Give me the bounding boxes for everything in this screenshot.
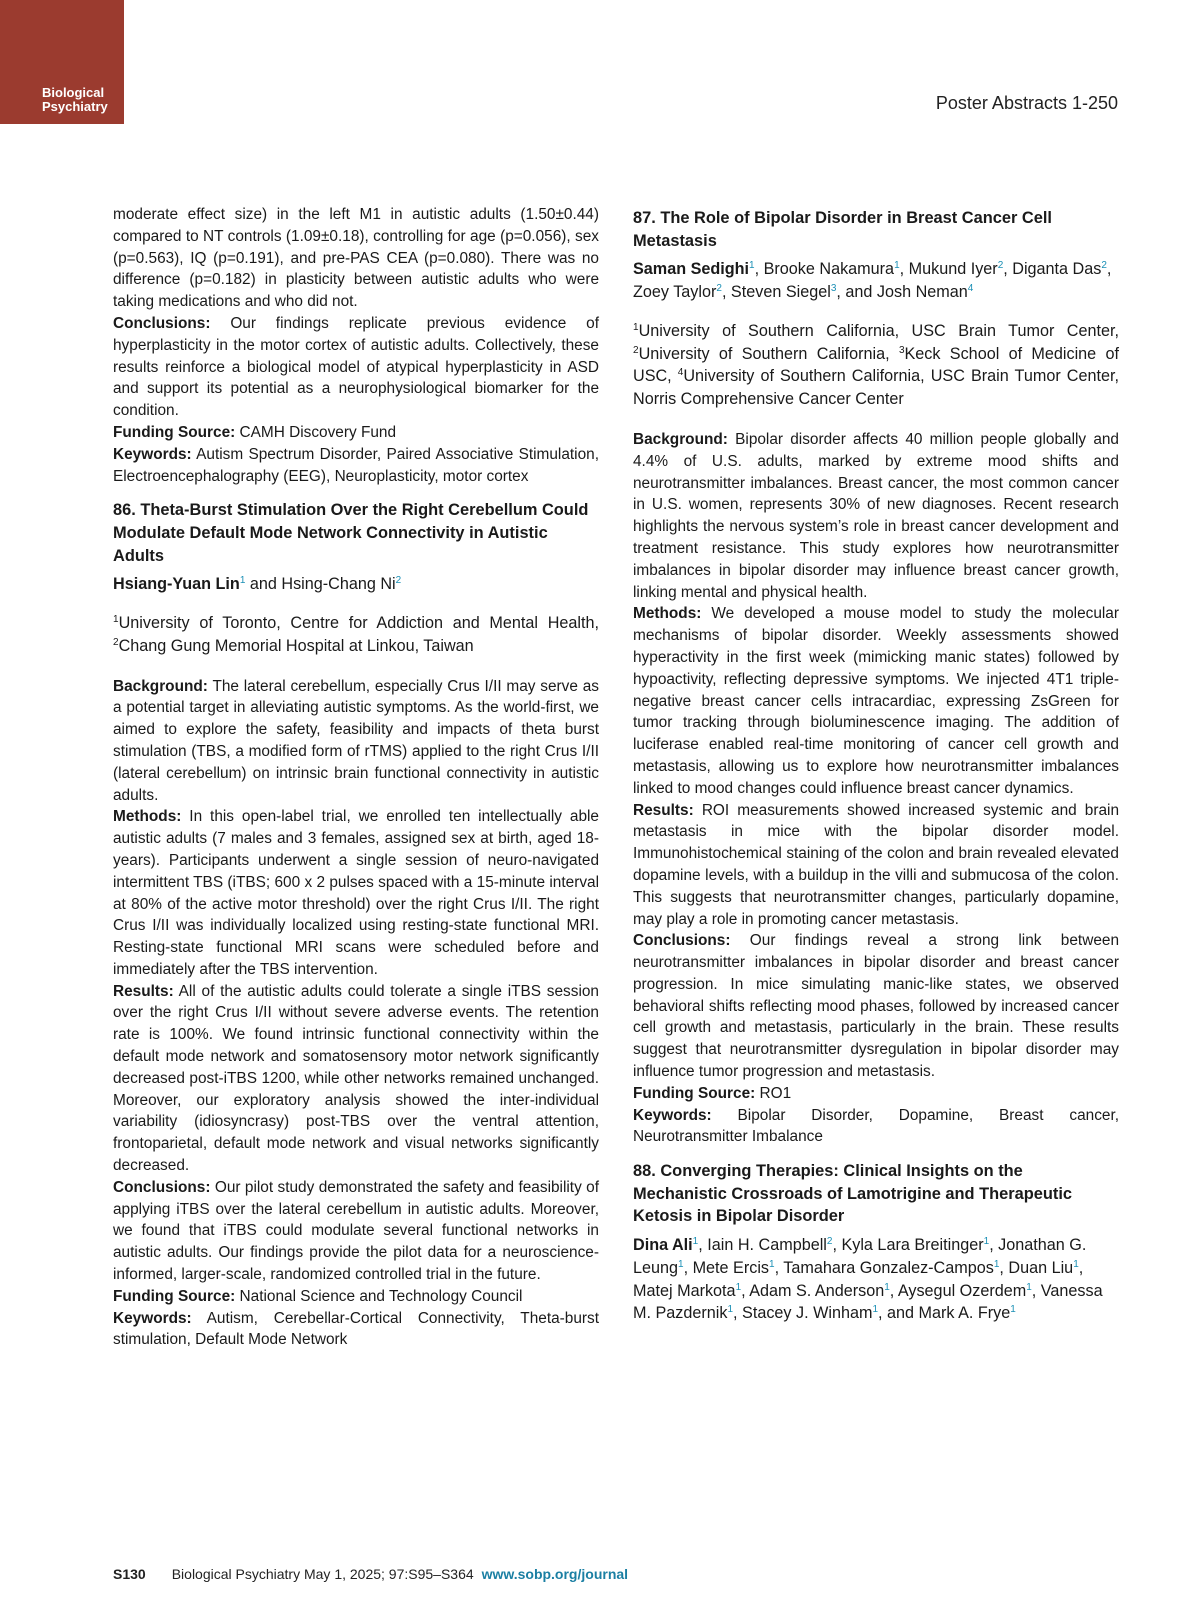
author-name: , and Josh Neman bbox=[836, 282, 968, 301]
affiliation-number: 3 bbox=[898, 344, 905, 356]
affiliation-link[interactable]: 1 bbox=[239, 575, 246, 587]
abstract85-keywords bbox=[113, 444, 599, 488]
section-text: We developed a mouse model to study the molecular mechanisms of bipolar disorder. Weekly assessments showed hyperactivity in the first week (mimicking manic states) followed by hypoactivity, reflecting depressive symptoms. We injected 4T1 triple-negative breast cancer cells intracardiac, expressing ZsGreen for tumor tracking through bioluminescence imaging. The addition of luciferase enabled real-time monitoring of cancer cell growth and metastasis, allowing us to explore how neurotransmitter imbalances linked to mood changes could influence breast cancer dynamics. bbox=[633, 605, 1119, 797]
affiliation-link[interactable]: 1 bbox=[735, 1281, 742, 1293]
affiliation-link[interactable]: 1 bbox=[769, 1258, 775, 1270]
section-text: Our findings replicate previous evidence of hyperplasticity in the motor cortex of autistic adults. Collectively, these results reinforce a biological model of atypical hyperplasticity in ASD and support its potential as a neurophysiological biomarker for the condition. bbox=[113, 314, 599, 420]
section-label: Methods: bbox=[633, 605, 702, 623]
section-text: Our findings reveal a strong link between neurotransmitter imbalances in bipolar disorder and breast cancer progression. In mice simulating manic-like states, we observed behavioral shifts reflecting mood phases, followed by increased cancer cell growth and metastasis, particularly in the brain. These results suggest that neurotransmitter dysregulation in bipolar disorder may influence tumor progression and metastasis. bbox=[633, 932, 1119, 1081]
affiliation-link[interactable]: 1 bbox=[727, 1304, 734, 1316]
author-name: , Tamahara Gonzalez-Campos bbox=[774, 1258, 994, 1277]
abstract87-conclusions bbox=[633, 930, 1119, 1083]
page-footer bbox=[113, 1566, 628, 1582]
section-text: The lateral cerebellum, especially Crus I/II may serve as a potential target in alleviating autistic symptoms. As the world-first, we aimed to explore the safety, feasibility and impacts of theta burst stimulation (TBS, a modified form of rTMS) applied to the right Crus I/II (lateral cerebellum) on intrinsic brain functional connectivity in autistic adults. bbox=[113, 677, 599, 804]
author-name: , Zoey Taylor bbox=[633, 260, 1112, 301]
journal-badge-line2: Psychiatry bbox=[42, 99, 108, 114]
author-name: Hsiang-Yuan Lin bbox=[113, 575, 240, 594]
abstract87-background bbox=[633, 429, 1119, 603]
author-name: Saman Sedighi bbox=[633, 260, 750, 279]
section-label: Keywords: bbox=[113, 1309, 192, 1327]
journal-link[interactable]: www.sobp.org/journal bbox=[481, 1566, 629, 1582]
affiliation-link[interactable]: 1 bbox=[993, 1258, 1000, 1270]
section-text: Our pilot study demonstrated the safety and feasibility of applying iTBS over the lateral cerebellum in autistic adults. Moreover, we found that iTBS could modulate several functional networks in autistic adults. Our findings provide the pilot data for a neuroscience-informed, larger-scale, randomized controlled trial in the future. bbox=[113, 1178, 599, 1284]
author-name: , Vanessa M. Pazdernik bbox=[633, 1281, 1103, 1323]
author-name: , Steven Siegel bbox=[721, 282, 831, 301]
section-text: Autism, Cerebellar-Cortical Connectivity, Theta-burst stimulation, Default Mode Network bbox=[113, 1309, 599, 1349]
section-text: Bipolar Disorder, Dopamine, Breast cancer, Neurotransmitter Imbalance bbox=[633, 1106, 1119, 1146]
affiliation-link[interactable]: 1 bbox=[983, 1236, 990, 1248]
abstract86-conclusions bbox=[113, 1177, 599, 1286]
affiliation-number: 1 bbox=[633, 321, 639, 333]
abstract86-keywords bbox=[113, 1308, 599, 1352]
section-label: Background: bbox=[633, 430, 728, 448]
section-text: National Science and Technology Council bbox=[235, 1287, 523, 1305]
affiliation-link[interactable]: 3 bbox=[830, 282, 837, 294]
affiliation-link[interactable]: 2 bbox=[826, 1236, 833, 1248]
affiliation-number: 2 bbox=[113, 636, 119, 648]
abstract87-affiliations bbox=[633, 320, 1119, 411]
affiliation-text: University of Toronto, Centre for Addiction and Mental Health, bbox=[118, 613, 599, 632]
abstract86-affiliations bbox=[113, 612, 599, 658]
journal-badge-line1: Biological bbox=[42, 85, 105, 100]
section-text: Autism Spectrum Disorder, Paired Associative Stimulation, Electroencephalography (EEG), Neuroplasticity, motor cortex bbox=[113, 445, 599, 485]
abstract88-title: 88. Converging Therapies: Clinical Insights on the Mechanistic Crossroads of Lamotrigine and Therapeutic Ketosis in Bipolar Disorder bbox=[633, 1162, 1072, 1226]
abstract86-background bbox=[113, 676, 599, 807]
abstract85-funding bbox=[113, 422, 599, 444]
affiliation-link[interactable]: 1 bbox=[1010, 1304, 1016, 1316]
affiliation-link[interactable]: 1 bbox=[894, 260, 900, 272]
author-name: , Iain H. Campbell bbox=[698, 1236, 827, 1255]
affiliation-number: 4 bbox=[677, 367, 684, 379]
affiliation-link[interactable]: 2 bbox=[1101, 260, 1107, 272]
abstract86-methods bbox=[113, 806, 599, 980]
abstract85-conclusions bbox=[113, 313, 599, 422]
abstract87-funding bbox=[633, 1083, 1119, 1105]
affiliation-link[interactable]: 2 bbox=[997, 260, 1004, 272]
right-column bbox=[633, 204, 1119, 1341]
section-label: Keywords: bbox=[113, 445, 192, 463]
abstract87-title: 87. The Role of Bipolar Disorder in Breast Cancer Cell Metastasis bbox=[633, 209, 1052, 250]
abstract87-authors bbox=[633, 258, 1119, 304]
affiliation-link[interactable]: 4 bbox=[967, 282, 974, 294]
section-label: Conclusions: bbox=[633, 932, 731, 950]
section-text: RO1 bbox=[755, 1084, 792, 1102]
running-head: Poster Abstracts 1-250 bbox=[935, 93, 1118, 113]
author-name: , Stacey J. Winham bbox=[733, 1304, 873, 1323]
abstract87-methods bbox=[633, 603, 1119, 799]
affiliation-number: 2 bbox=[633, 344, 639, 356]
affiliation-text: Chang Gung Memorial Hospital at Linkou, Taiwan bbox=[118, 636, 474, 655]
author-name: , Aysegul Ozerdem bbox=[889, 1281, 1027, 1300]
section-text: CAMH Discovery Fund bbox=[235, 423, 397, 441]
section-label: Methods: bbox=[113, 808, 182, 826]
affiliation-link[interactable]: 2 bbox=[716, 282, 722, 294]
citation: Biological Psychiatry May 1, 2025; 97:S95–S364 bbox=[171, 1566, 474, 1582]
affiliation-link[interactable]: 1 bbox=[692, 1236, 699, 1248]
affiliation-text: University of Southern California, bbox=[638, 344, 899, 363]
abstract86-funding bbox=[113, 1286, 599, 1308]
author-name: , Jonathan G. Leung bbox=[633, 1236, 1087, 1277]
abstract86-title: 86. Theta-Burst Stimulation Over the Right Cerebellum Could Modulate Default Mode Network Connectivity in Autistic Adults bbox=[113, 501, 589, 565]
affiliation-link[interactable]: 1 bbox=[749, 260, 755, 272]
section-text: ROI measurements showed increased systemic and brain metastasis in mice with the bipolar disorder model. Immunohistochemical staining of the colon and brain revealed elevated dopamine levels, with a buildup in the villi and submucosa of the colon. This suggests that neurotransmitter changes, particularly dopamine, may play a role in promoting cancer metastasis. bbox=[633, 801, 1119, 928]
author-name: , Brooke Nakamura bbox=[754, 260, 895, 279]
author-name: , Matej Markota bbox=[633, 1258, 1084, 1300]
author-name: and Hsing-Chang Ni bbox=[245, 575, 396, 594]
affiliation-link[interactable]: 1 bbox=[884, 1281, 890, 1293]
author-name: , and Mark A. Frye bbox=[878, 1304, 1011, 1323]
section-text: In this open-label trial, we enrolled ten intellectually able autistic adults (7 males and 3 females, assigned sex at birth, aged 18- years). Participants underwent a single session of neuro-navigated intermittent TBS (iTBS; 600 x 2 pulses spaced with a 15-minute interval at 80% of the active motor threshold) over the right Crus I/II. The right Crus I/II was individually localized using resting-state functional MRI. Resting-state functional MRI scans were scheduled before and immediately after the TBS intervention. bbox=[113, 808, 599, 978]
section-label: Background: bbox=[113, 677, 208, 695]
page-number: S130 bbox=[113, 1566, 146, 1582]
affiliation-link[interactable]: 1 bbox=[678, 1258, 684, 1270]
section-label: Results: bbox=[113, 982, 174, 1000]
affiliation-text: University of Southern California, USC Brain Tumor Center, bbox=[638, 321, 1119, 340]
section-label: Keywords: bbox=[633, 1106, 712, 1124]
author-name: , Mete Ercis bbox=[683, 1258, 770, 1277]
author-name: , Kyla Lara Breitinger bbox=[832, 1236, 984, 1255]
section-text: All of the autistic adults could tolerate a single iTBS session over the right Crus I/II without severe adverse events. The retention rate is 100%. We found intrinsic functional connectivity within the default mode network and somatosensory motor network significantly decreased post-iTBS 1200, while other networks remained unchanged. Moreover, our exploratory analysis showed the inter-individual variability (idiosyncrasy) post-TBS over the ventral attention, frontoparietal, default mode network and visual networks significantly decreased. bbox=[113, 982, 599, 1175]
affiliation-link[interactable]: 1 bbox=[1026, 1281, 1032, 1293]
abstract86-results bbox=[113, 981, 599, 1177]
affiliation-number: 1 bbox=[113, 613, 119, 625]
left-column bbox=[113, 204, 599, 1351]
abstract87-keywords bbox=[633, 1105, 1119, 1149]
affiliation-link[interactable]: 1 bbox=[1073, 1258, 1079, 1270]
author-name: , Diganta Das bbox=[1003, 260, 1102, 279]
section-label: Results: bbox=[633, 801, 694, 819]
author-name: , Adam S. Anderson bbox=[741, 1281, 885, 1300]
affiliation-text: Keck School of Medicine of USC, bbox=[633, 344, 1119, 386]
abstract87-results bbox=[633, 800, 1119, 931]
section-label: Conclusions: bbox=[113, 314, 211, 332]
section-label: Funding Source: bbox=[113, 1287, 236, 1305]
abstract85-continuation: moderate effect size) in the left M1 in autistic adults (1.50±0.44) compared to NT controls (1.09±0.18), controlling for age (p=0.056), sex (p=0.563), IQ (p=0.191), and pre-PAS CEA (p=0.080). There was no difference (p=0.182) in plasticity between autistic adults who were taking medications and who did not. bbox=[113, 206, 599, 311]
section-text: Bipolar disorder affects 40 million people globally and 4.4% of U.S. adults, marked by extreme mood shifts and neurotransmitter imbalances. Breast cancer, the most common cancer in U.S. women, represents 30% of new diagnoses. Recent research highlights the nervous system’s role in breast cancer development and treatment resistance. This study explores how neurotransmitter imbalances in bipolar disorder may influence breast cancer growth, linking mental and physical health. bbox=[633, 430, 1119, 601]
affiliation-text: University of Southern California, USC Brain Tumor Center, Norris Comprehensive Cancer Center bbox=[633, 367, 1119, 409]
section-label: Funding Source: bbox=[633, 1084, 756, 1102]
section-label: Conclusions: bbox=[113, 1178, 211, 1196]
author-name: Dina Ali bbox=[633, 1236, 693, 1255]
affiliation-link[interactable]: 1 bbox=[872, 1304, 879, 1316]
abstract86-authors bbox=[113, 573, 599, 596]
abstract88-authors bbox=[633, 1234, 1119, 1325]
author-name: , Duan Liu bbox=[999, 1258, 1074, 1277]
section-label: Funding Source: bbox=[113, 423, 236, 441]
author-name: , Mukund Iyer bbox=[899, 260, 998, 279]
affiliation-link[interactable]: 2 bbox=[395, 575, 402, 587]
journal-badge bbox=[0, 0, 124, 124]
